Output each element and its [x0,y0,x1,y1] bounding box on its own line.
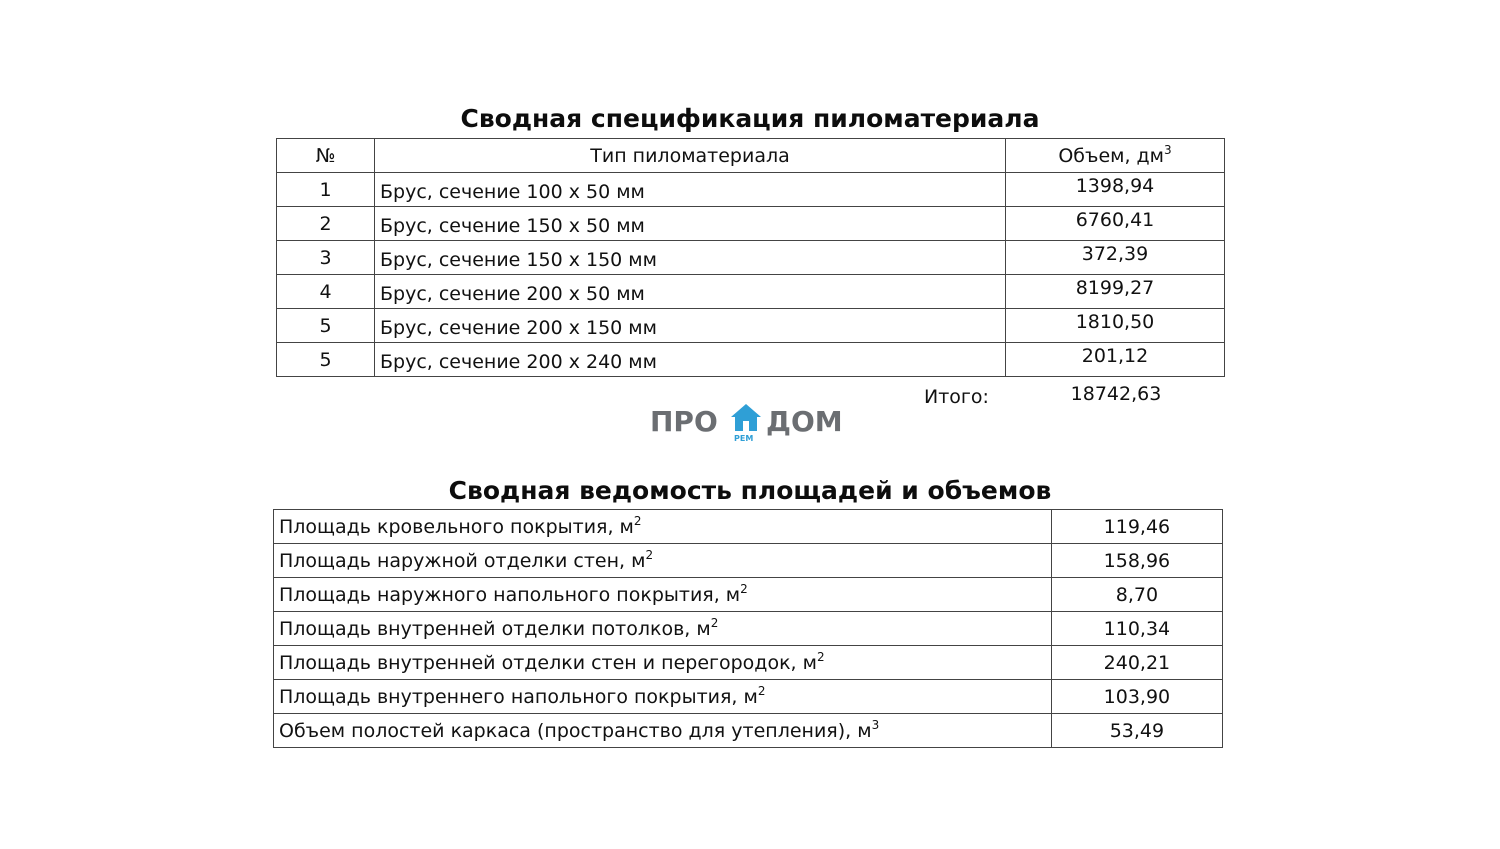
total-value: 18742,63 [1070,383,1162,405]
table-row [277,173,1225,207]
row-label-sup: 2 [645,547,654,562]
row-num: 1 [277,173,375,207]
row-type [375,241,1006,275]
row-num: 4 [277,275,375,309]
row-num: 5 [277,343,375,377]
row-volume [1006,207,1225,241]
row-volume [1006,275,1225,309]
lumber-spec-table [276,138,1225,377]
table-row [274,544,1223,578]
row-type [375,207,1006,241]
row-value: 103,90 [1051,680,1222,714]
row-volume-text: 6760,41 [1075,208,1155,231]
row-label [274,646,1052,680]
row-volume-text: 1398,94 [1075,174,1155,197]
logo-text-left: ПРО [650,405,718,438]
row-label [274,510,1052,544]
row-volume-text: 372,39 [1081,242,1149,265]
table-row [277,343,1225,377]
row-type-text: Брус, сечение 150 х 150 мм [380,248,657,271]
table-row [277,207,1225,241]
row-volume [1006,309,1225,343]
row-label-sup: 2 [710,615,719,630]
logo-subtext: РЕМ [734,434,754,443]
row-volume [1006,173,1225,207]
row-label-sup: 2 [816,649,825,664]
row-volume-text: 8199,27 [1075,276,1155,299]
pro-dom-logo [650,403,850,447]
table-header-row [277,139,1225,173]
row-value: 119,46 [1051,510,1222,544]
row-num: 3 [277,241,375,275]
row-type [375,173,1006,207]
row-label-text: Площадь внутренней отделки стен и перегородок, м [279,651,817,674]
row-label [274,680,1052,714]
row-label [274,612,1052,646]
row-value: 110,34 [1051,612,1222,646]
row-label-sup: 2 [740,581,748,596]
table-row [274,646,1223,680]
row-label-text: Площадь наружного напольного покрытия, м [279,583,741,606]
row-type-text: Брус, сечение 200 х 50 мм [380,282,645,305]
row-label-sup: 2 [633,513,642,528]
areas-volumes-table [273,509,1223,748]
header-volume [1006,139,1225,173]
row-type [375,275,1006,309]
row-value: 158,96 [1051,544,1222,578]
row-label-text: Объем полостей каркаса (пространство для утепления), м [279,719,872,742]
header-volume-sup: 3 [1164,142,1172,157]
table-row [274,578,1223,612]
table-row [274,612,1223,646]
header-num: № [277,139,375,173]
logo-text-right: ДОМ [766,405,843,438]
row-type-text: Брус, сечение 100 х 50 мм [380,180,645,203]
row-volume-text: 1810,50 [1075,310,1155,333]
row-type [375,309,1006,343]
row-label-sup: 2 [757,683,766,698]
row-label-text: Площадь наружной отделки стен, м [279,549,646,572]
row-volume [1006,343,1225,377]
row-type-text: Брус, сечение 200 х 240 мм [380,350,657,373]
table-row [274,510,1223,544]
row-label [274,578,1052,612]
row-label-text: Площадь внутренней отделки потолков, м [279,617,711,640]
header-volume-text: Объем, дм [1058,144,1165,167]
row-label-text: Площадь внутреннего напольного покрытия, м [279,685,758,708]
row-value: 240,21 [1051,646,1222,680]
row-num: 5 [277,309,375,343]
row-value: 8,70 [1051,578,1222,612]
row-num: 2 [277,207,375,241]
header-type: Тип пиломатериала [375,139,1006,173]
row-volume [1006,241,1225,275]
row-type-text: Брус, сечение 150 х 50 мм [380,214,645,237]
house-icon [730,403,762,433]
row-volume-text: 201,12 [1081,344,1149,367]
row-type-text: Брус, сечение 200 х 150 мм [380,316,657,339]
row-value: 53,49 [1051,714,1222,748]
row-label-text: Площадь кровельного покрытия, м [279,515,634,538]
row-label [274,544,1052,578]
total-label: Итого: [924,386,989,408]
areas-title: Сводная ведомость площадей и объемов [448,476,1052,505]
row-type [375,343,1006,377]
table-row [277,309,1225,343]
table-row [277,275,1225,309]
spec-title: Сводная спецификация пиломатериала [460,104,1040,133]
table-row [277,241,1225,275]
table-row [274,680,1223,714]
row-label [274,714,1052,748]
row-label-sup: 3 [871,717,880,732]
table-row [274,714,1223,748]
